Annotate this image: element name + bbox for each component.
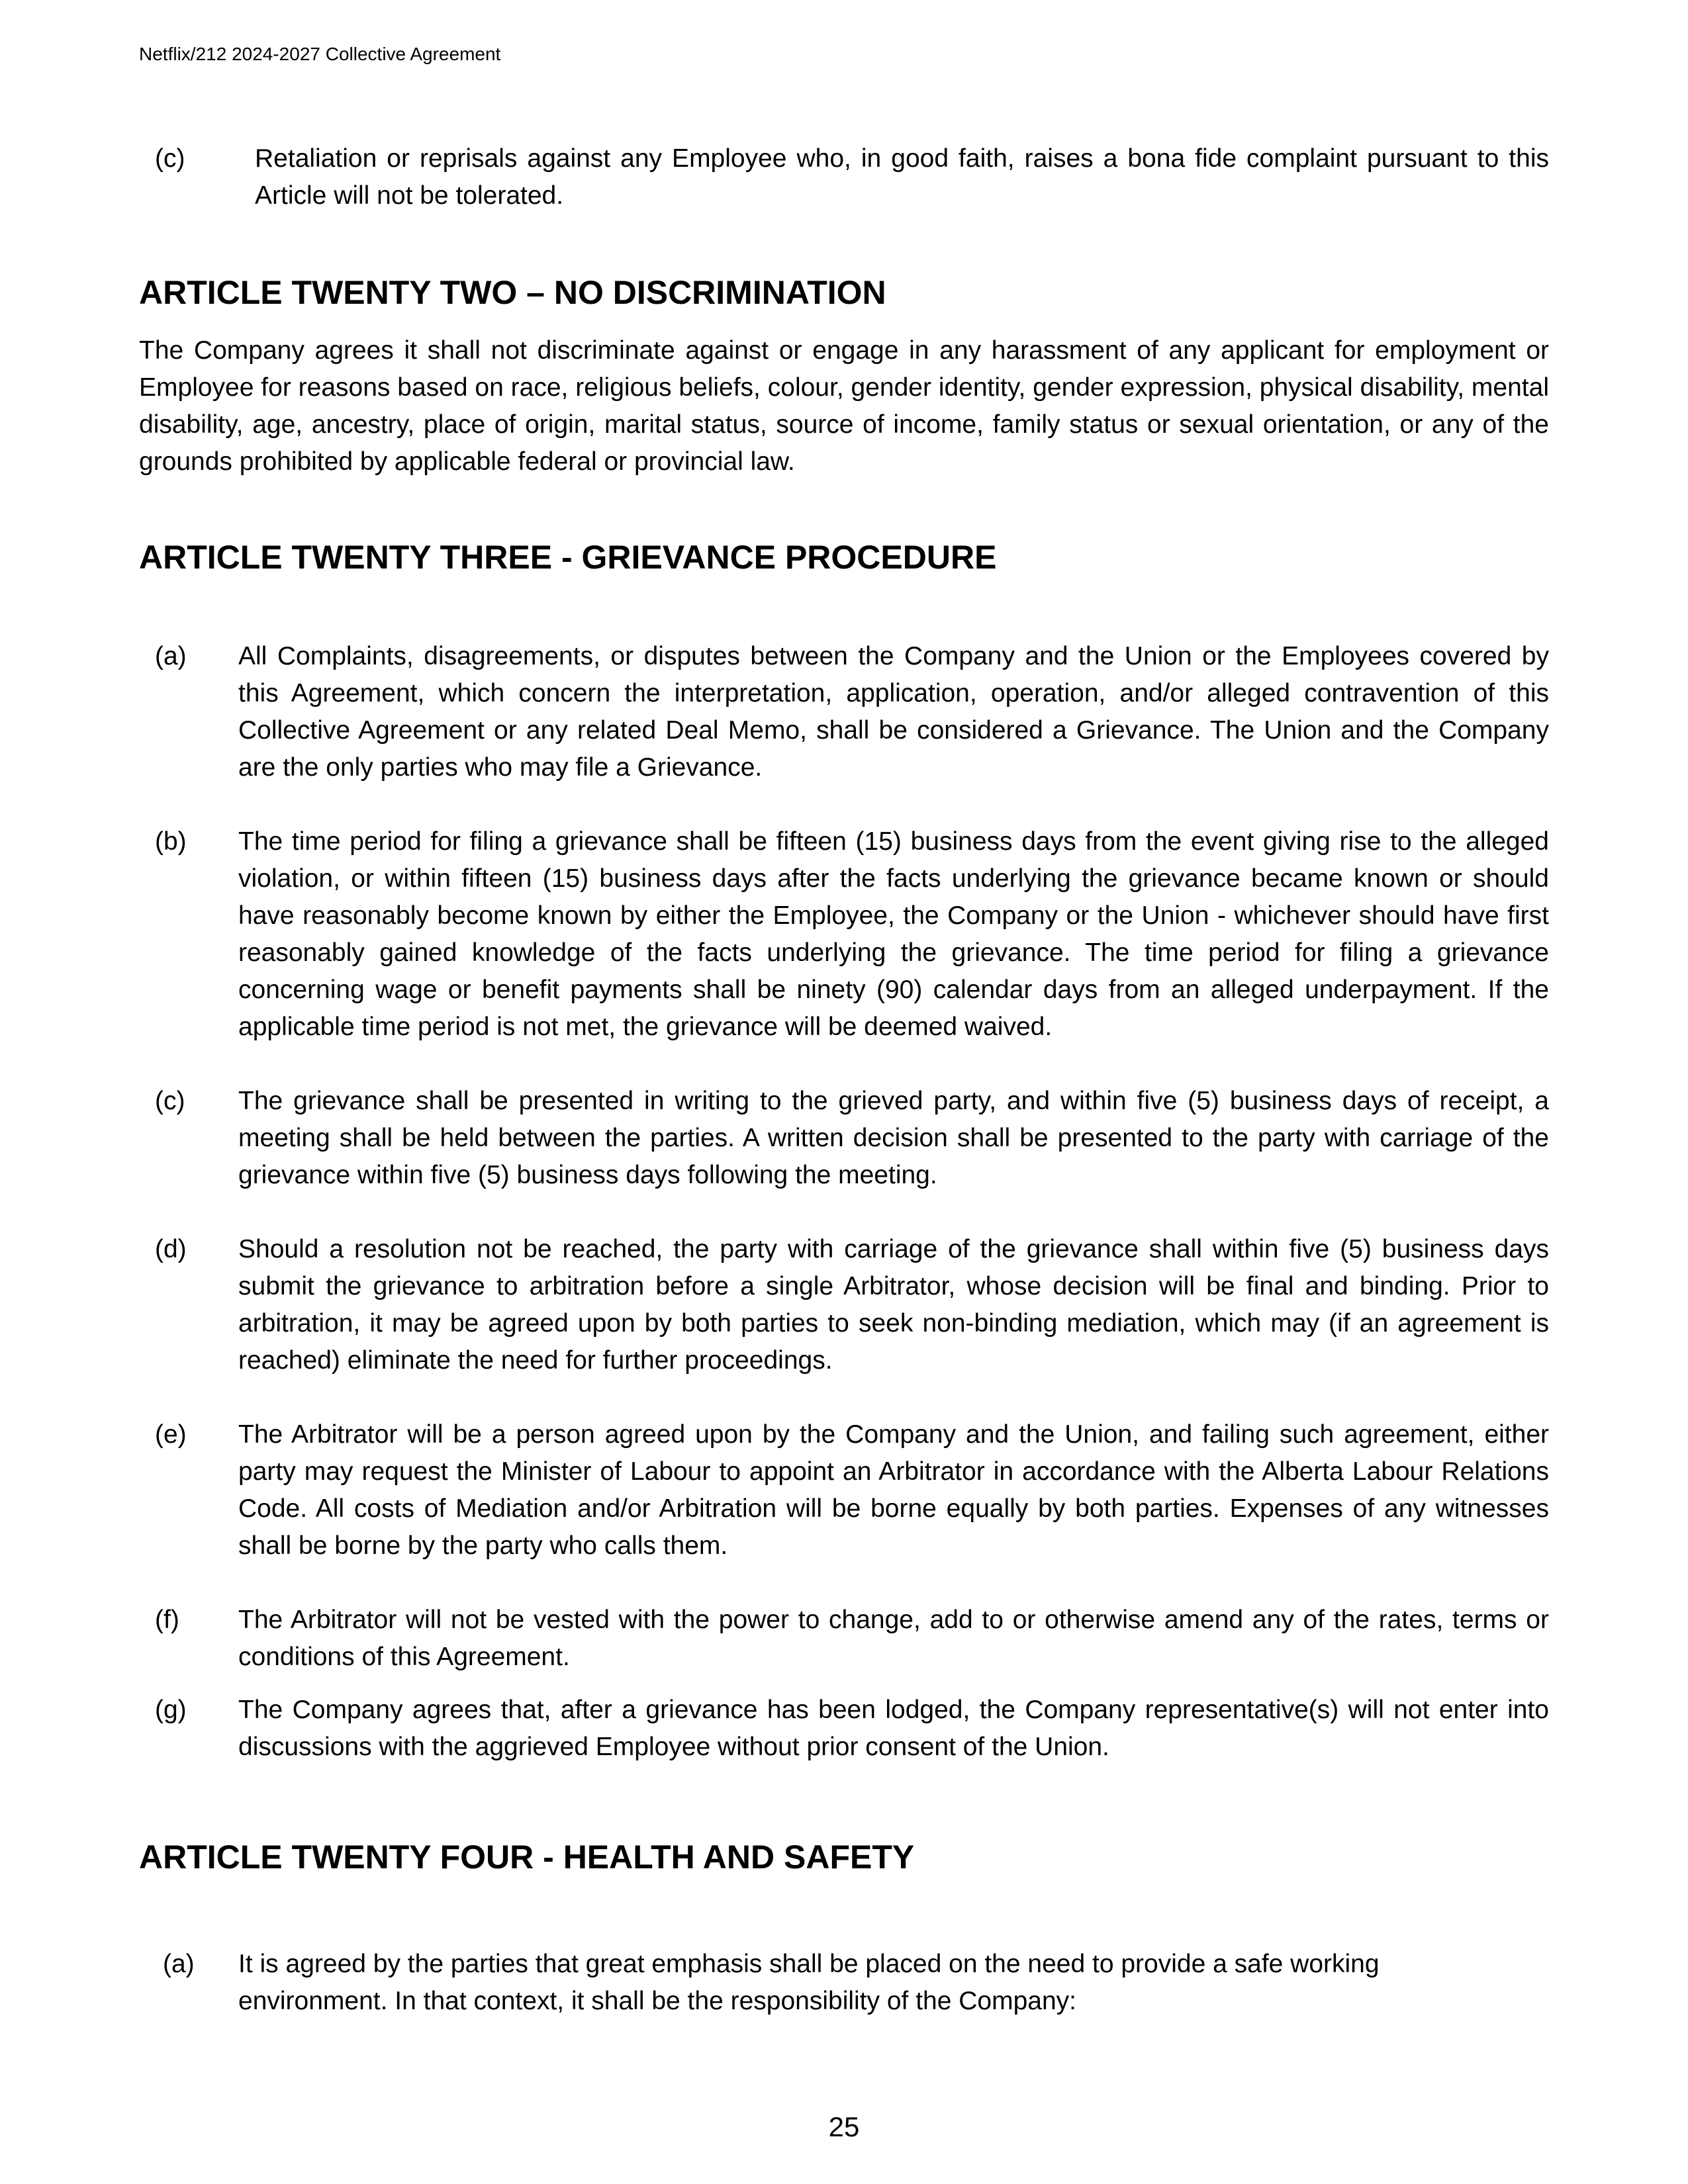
clause-text: It is agreed by the parties that great emphasis shall be placed on the need to provide a safe working environment. In that context, it shall be the responsibility of the Company: [238,1950,1380,2015]
clause-label: (a) [155,642,187,670]
clause-text: All Complaints, disagreements, or disputes between the Company and the Union or the Employees covered by this Agreement, which concern the interpretation, application, operation, and/or alleged contravention of this Collective Agreement or any related Deal Memo, shall be considered a Grievance. The Union and the Company are the only parties who may file a Grievance. [238,642,1549,782]
clause-text: The Company agrees that, after a grievance has been lodged, the Company representative(s) will not enter into discussions with the aggrieved Employee without prior consent of the Union. [238,1696,1549,1761]
clause-text: The Arbitrator will not be vested with the power to change, add to or otherwise amend any of the rates, terms or conditions of this Agreement. [238,1606,1549,1671]
article-heading: ARTICLE TWENTY FOUR - HEALTH AND SAFETY [139,1839,915,1876]
clause-item [139,1946,1549,2020]
clause-item [139,1231,1549,1379]
clause-label: (c) [155,1087,185,1115]
article-heading: ARTICLE TWENTY TWO – NO DISCRIMINATION [139,274,886,311]
clause-text: The Arbitrator will be a person agreed upon by the Company and the Union, and failing such agreement, either party may request the Minister of Labour to appoint an Arbitrator in accordance with the Alberta Labour Relations Code. All costs of Mediation and/or Arbitration will be borne equally by both parties. Expenses of any witnesses shall be borne by the party who calls them. [238,1420,1549,1560]
clause-text: The time period for filing a grievance shall be fifteen (15) business days from the event giving rise to the alleged violation, or within fifteen (15) business days after the facts underlying the grievance became known or should have reasonably become known by either the Employee, the Company or the Union - whichever should have first reasonably gained knowledge of the facts underlying the grievance. The time period for filing a grievance concerning wage or benefit payments shall be ninety (90) calendar days from an alleged underpayment. If the applicable time period is not met, the grievance will be deemed waived. [238,827,1549,1041]
clause-item [139,1692,1549,1766]
clause-item [139,1416,1549,1565]
page-number: 25 [828,2111,860,2142]
running-header: Netflix/212 2024-2027 Collective Agreement [139,44,501,64]
clause-item [139,638,1549,786]
clause-item [139,140,1549,214]
clause-item [139,823,1549,1046]
clause-label: (e) [155,1420,187,1449]
clause-item [139,1602,1549,1676]
clause-label: (g) [155,1696,187,1724]
clause-label: (a) [163,1950,195,1978]
article-heading: ARTICLE TWENTY THREE - GRIEVANCE PROCEDURE [139,539,997,576]
clause-label: (f) [155,1606,179,1634]
clause-text: Should a resolution not be reached, the party with carriage of the grievance shall within five (5) business days submit the grievance to arbitration before a single Arbitrator, whose decision will be final and binding. Prior to arbitration, it may be agreed upon by both parties to seek non-binding mediation, which may (if an agreement is reached) eliminate the need for further proceedings. [238,1235,1549,1375]
article-body: The Company agrees it shall not discriminate against or engage in any harassment of any applicant for employment or Employee for reasons based on race, religious beliefs, colour, gender identity, gender expression, physical disability, mental disability, age, ancestry, place of origin, marital status, source of income, family status or sexual orientation, or any of the grounds prohibited by applicable federal or provincial law. [139,336,1549,476]
clause-label: (c) [155,144,185,173]
clause-text: Retaliation or reprisals against any Employee who, in good faith, raises a bona fide complaint pursuant to this Article will not be tolerated. [255,144,1549,210]
clause-label: (b) [155,827,187,856]
clause-text: The grievance shall be presented in writing to the grieved party, and within five (5) business days of receipt, a meeting shall be held between the parties. A written decision shall be presented to the party with carriage of the grievance within five (5) business days following the meeting. [238,1087,1549,1189]
clause-label: (d) [155,1235,187,1263]
clause-item [139,1083,1549,1194]
